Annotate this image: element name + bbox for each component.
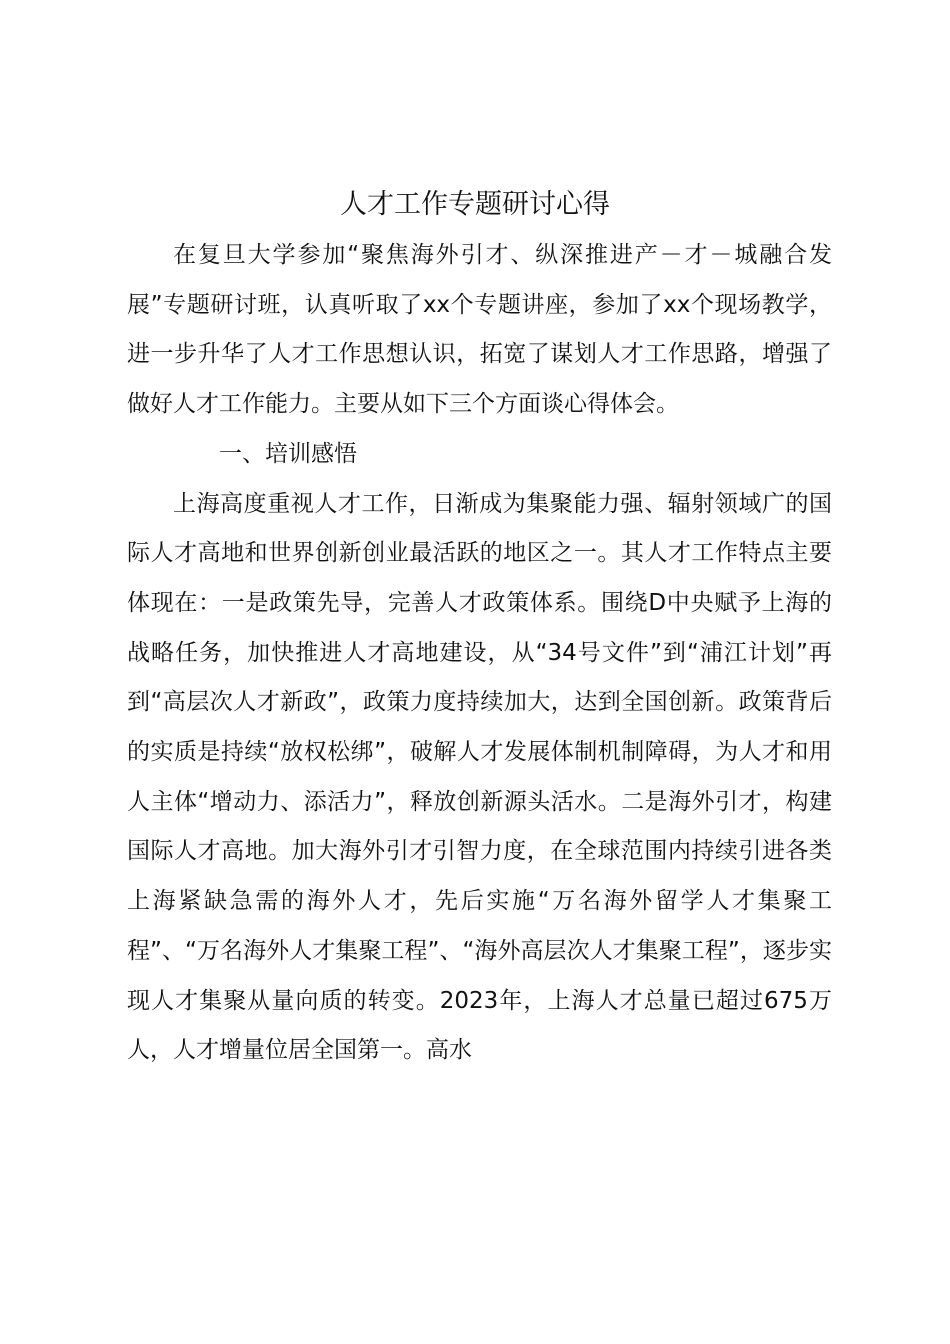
document-body (127, 231, 832, 1076)
section-paragraph: 上海高度重视人才工作，日渐成为集聚能力强、辐射领域广的国际人才高地和世界创新创业最活跃的地区之一。其人才工作特点主要体现在：一是政策先导，完善人才政策体系。围绕D中央赋予上海的战略任务，加快推进人才高地建设，从“34号文件”到“浦江计划”再到“高层次人才新政”，政策力度持续加大，达到全国创新。政策背后的实质是持续“放权松绑”，破解人才发展体制机制障碍，为人才和用人主体“增动力、添活力”，释放创新源头活水。二是海外引才，构建国际人才高地。加大海外引才引智力度，在全球范围内持续引进各类上海紧缺急需的海外人才，先后实施“万名海外留学人才集聚工程”、“万名海外人才集聚工程”、“海外高层次人才集聚工程”，逐步实现人才集聚从量向质的转变。2023年，上海人才总量已超过675万人，人才增量位居全国第一。高水 (127, 490, 832, 1064)
document-title: 人才工作专题研讨心得 (340, 189, 610, 220)
section-heading (127, 430, 832, 480)
section-heading-text: 一、培训感悟 (219, 440, 357, 467)
intro-paragraph: 在复旦大学参加“聚焦海外引才、纵深推进产－才－城融合发展”专题研讨班，认真听取了xx个专题讲座，参加了xx个现场教学，进一步升华了人才工作思想认识，拓宽了谋划人才工作思路，增强了做好人才工作能力。主要从如下三个方面谈心得体会。 (127, 242, 832, 418)
